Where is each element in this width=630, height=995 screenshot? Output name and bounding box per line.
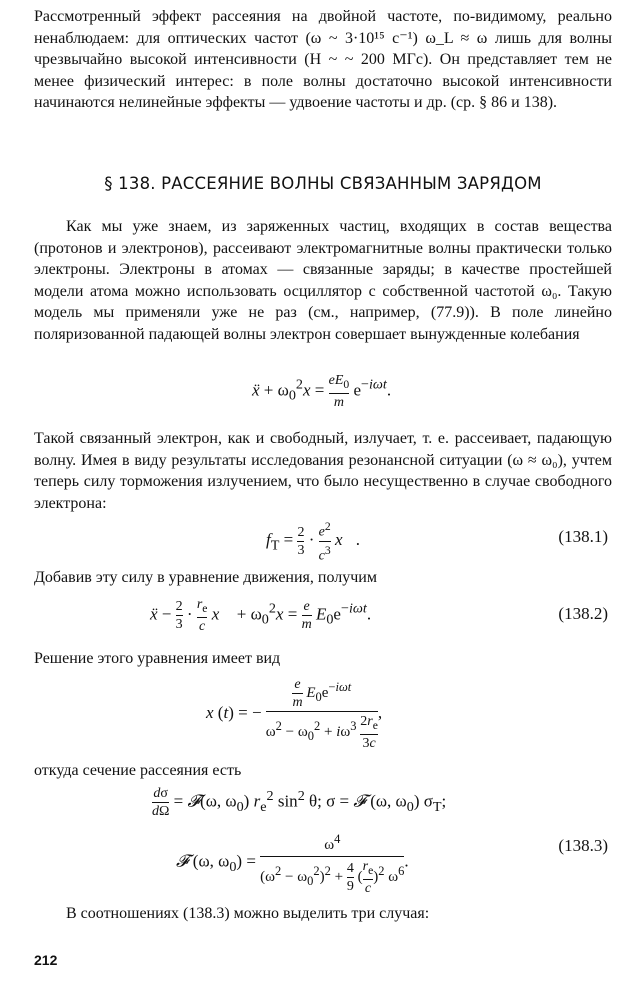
equation-label-138-3: (138.3) — [558, 836, 608, 855]
equation-label-138-1: (138.1) — [558, 527, 608, 546]
equation-cross-section: $\frac{d\sigma}{d\Omega}$ = 𝓕(ω, $\omega_0$) $r_e^2$ $\sin^2 \theta$; σ = 𝓕 (ω, $\omega_0$) $\sigma_T$; — [152, 786, 447, 819]
intro-paragraph: Рассмотренный эффект рассеяния на двойной частоте, по-видимому, реально ненаблюдаем: для оптических частот (ω ~ 3·10¹⁵ с⁻¹) ω_L ≈ ω лишь для волны чрезвычайно высокой интенсивности (H ~ ~ 200 МГс). Он представляет тем не менее физический интерес: в поле волны достаточно высокой интенсивности начинаются нелинейные эффекты — удвоение частоты и др. (ср. § 86 и 138). — [34, 8, 612, 112]
paragraph-6: В соотношениях (138.3) можно выделить три случая: — [66, 905, 430, 922]
paragraph-1: Как мы уже знаем, из заряженных частиц, входящих в состав вещества (протонов и электронов), рассеивают электромагнитные волны практически только электроны. Электроны в атомах — связанные заряды; в качестве простейшей модели атома можно использовать осциллятор с собственной частотой ω₀. Такую модель мы применяли уже не раз (см., например, (77.9)). В поле линейно поляризованной падающей волны электрон совершает вынужденные колебания — [34, 218, 612, 343]
paragraph-5: откуда сечение рассеяния есть — [34, 762, 242, 779]
equation-motion: ẍ + $\omega_0^2x$ = $\frac{eE_0}{m}$ $e^{-i\omega t}$. — [252, 373, 392, 410]
equation-label-138-2: (138.2) — [558, 604, 608, 623]
paragraph-2: Такой связанный электрон, как и свободный, излучает, т. е. рассеивает, падающую волну. Имея в виду результаты исследования резонансной ситуации (ω ≈ ω₀), учтем теперь силу торможения излучением, что было несущественно в случае свободного электрона: — [34, 430, 612, 512]
equation-138-3: 𝓕 (ω, $\omega_0$) = $\omega^4$ $(\omega^2 - \omega_0^2)^2$ + $\frac{4}{9}$ ( $\frac{r_e}{c}$ )$^2$ $\omega^6$ . — [176, 832, 409, 896]
paragraph-4: Решение этого уравнения имеет вид — [34, 650, 281, 667]
equation-solution: x (t) = − $\frac{e}{m}$ $E_0e^{-i\omega t}$ $\omega^2 - \omega_0^2 + i\omega^3$ $\frac{2r_e}{3c}$ , — [206, 677, 383, 752]
paragraph-3: Добавив эту силу в уравнение движения, получим — [34, 569, 377, 586]
equation-138-1: $f_T$ = $\frac{2}{3}$ · $\frac{e^2}{c^3}$ x⃛. — [266, 520, 360, 564]
section-heading: § 138. РАССЕЯНИЕ ВОЛНЫ СВЯЗАННЫМ ЗАРЯДОМ — [104, 174, 542, 193]
page-number: 212 — [34, 952, 58, 968]
equation-138-2: ẍ − $\frac{2}{3}$ · $\frac{r_e}{c}$ x⃛ + $\omega_0^2x$ = $\frac{e}{m}$ $E_0e^{-i\omega t}$. — [150, 597, 372, 634]
